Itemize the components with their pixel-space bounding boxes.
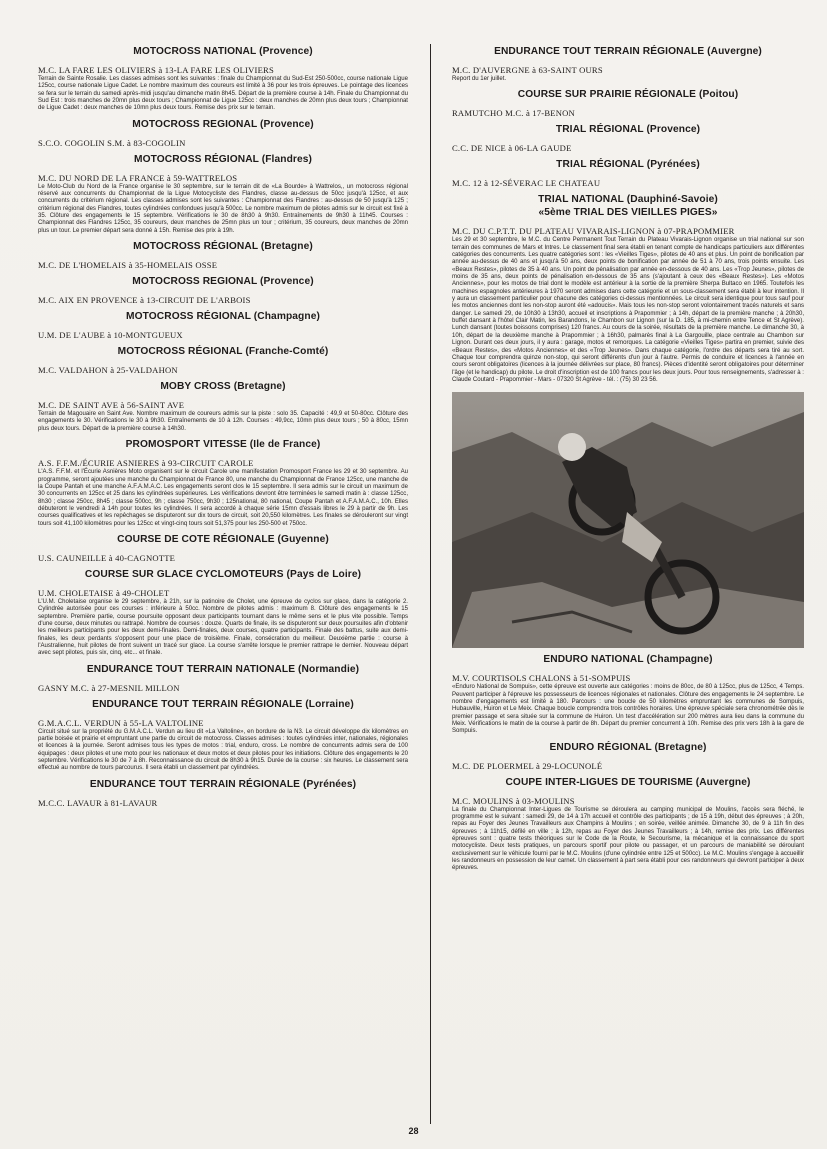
event-listing [452, 654, 804, 735]
event-listing [38, 699, 408, 773]
club-location: M.C. DU NORD DE LA FRANCE à 59-WATTRELOS [38, 172, 238, 183]
club-location: M.C. DE SAINT AVE à 56-SAINT AVE [38, 400, 185, 411]
column-divider [430, 44, 431, 1124]
event-description: Circuit situé sur la propriété du G.M.A.C.L. Verdun au lieu dit «La Valtoline», en bordure de la N3. Le circuit développe dix kilomètres en partie boisée et prairie et empruntant une partie du circuit de motocross. Classes admises : toutes cylindrées inter, nationales, régionales et licences à la journée. Seront admises tous les types de motos : trial, enduro, cross. Le nombre de concurrents admis sera de 100 équipages : deux pilotes et une moto pour les nationaux et deux motos et deux pilotes pour les initiations. Clôture des engagements le 20 septembre. Vérifications le 30 de 7 à 8h. Reconnaissance du circuit de 8h30 à 9h15. Durée de la course : six heures. Le classement sera effectué au nombre de tours parcourus. Il sera établi un classement par cylindrées. [38, 728, 408, 772]
event-heading: MOTOCROSS NATIONAL (Provence) [133, 46, 313, 57]
event-listing [452, 194, 804, 384]
event-listing [38, 569, 408, 658]
club-location: S.C.O. COGOLIN S.M. à 83-COGOLIN [38, 137, 186, 148]
event-heading: MOTOCROSS RÉGIONAL (Franche-Comté) [117, 346, 329, 358]
club-location: M.C. VALDAHON à 25-VALDAHON [38, 365, 178, 376]
event-description: Les 29 et 30 septembre, le M.C. du Centre Permanent Tout Terrain du Plateau Vivarais-Lignon organise un trial national sur son terrain des communes de Mars et Intres. Le classement final sera établi en tenant compte de handicaps particuliers aux différentes catégories des concurrents. Les quatre catégories sont : les «Vieilles Tiges», pilotes de 40 ans et plus. Un point de bonification par année au-dessus de 40 ans et jusqu'à 50 ans, deux points de bonification par année de 51 à 70 ans, trois points ensuite. Les «Beaux Restes», pilotes de 35 à 40 ans. Un point de pénalisation par année en-dessous de 40 ans. Les «Trop Jeunes», pilotes de moins de 35 ans, deux points de pénalisation en-dessous de 35 ans (s'ajoutant à ceux des «Beaux Restes»). Les «Motos Anciennes», pour les motos de trial dont le modèle est antérieur à la sortie de la première Sherpa Bultaco en 1965. Toutefois les machines espagnoles antérieures à 1970 seront admises dans cette catégorie et un sous-classement sera établi à leur intention. Il y aura un classement particulier pour chacune des catégories ci-dessus mentionnées. Le circuit sera identique pour tous sauf pour les motos anciennes dont les non-stop auront été «adoucis». Mais tous les non-stop seront volontairement tracés naturels et sans danger. Le samedi 29, de 10h30 à 13h30, accueil et inscriptions à Prapommier ; à 14h, départ de la première manche ; à 20h30, buffet dansant à l'hôtel Clair Matin, les Barandons, le Chambon sur Lignon (sur la D. 185, à mi-chemin entre Tence et St Agrève). Lunch dansant (toutes boissons comprises) 120 francs. Au cours de la soirée, résultats de la première manche. Le dimanche 30, à 10h, départ de la deuxième manche à Prapommier ; à 16h30, palmarès final à La Gargouille, place centrale au Chambon sur Lignon. Durant ces deux jours, il y aura : garage, motos et remorques. La catégorie «Vieilles Tiges» partira en premier, suivie des «Beaux Restes», des «Motos Anciennes» et des «Trop Jeunes». Dans chaque catégorie, l'ordre des départs sera tiré au sort. Chaque tour comprendra quinze non-stop, qui seront différents d'un jour à l'autre. Permis de conduire et licences à l'année en cours seront obligatoires (licences à la journée délivrées sur place, 80 francs). Pièces d'identité seront obligatoires pour déterminer l'âge (et le handicap) du pilote. Le droit d'inscription est de 100 francs pour les deux jours. Pour tous renseignements, s'adresser à : Claude Coutard - Prapommier - Mars - 07320 St Agrève - tél. : (75) 30 23 56. [452, 237, 804, 383]
event-listing [452, 777, 804, 873]
event-heading: COUPE INTER-LIGUES DE TOURISME (Auvergne) [505, 776, 751, 788]
left-column [38, 40, 408, 1121]
event-heading: MOBY CROSS (Bretagne) [160, 381, 286, 393]
club-location: M.C. DU C.P.T.T. DU PLATEAU VIVARAIS-LIGNON à 07-PRAPOMMIER [452, 226, 735, 237]
event-description: Terrain de Sainte Rosalie. Les classes admises sont les suivantes : finale du Championnat du Sud-Est 250-500cc, course nationale Ligue 125cc, course nationale Ligue Cadet. Le nombre maximum des coureurs est limité à 36 pour les trois épreuves. Le pointage des licences se fera sur le terrain du samedi après-midi jusqu'au dimanche matin 8h45. Départ de la première course à 14h. Finale du Championnat du Sud Est : trois manches de 20mn plus deux tours ; Championnat de Ligue 125cc : deux manches de 20mn plus deux tours ; Championnat de Ligue Cadet : deux manches de 10mn plus deux tours. Remise des prix sur le terrain. [38, 76, 408, 112]
event-listing [452, 89, 804, 118]
page-number: 28 [408, 1126, 419, 1136]
event-heading: MOTOCROSS RÉGIONAL (Flandres) [134, 153, 312, 165]
event-heading: MOTOCROSS REGIONAL (Provence) [132, 118, 314, 130]
club-location: U.M. DE L'AUBE à 10-MONTGUEUX [38, 330, 183, 341]
event-heading: MOTOCROSS RÉGIONAL (Bretagne) [133, 241, 313, 253]
event-heading: TRIAL NATIONAL (Dauphiné-Savoie) [538, 194, 718, 206]
event-listing [38, 241, 408, 270]
event-listing [38, 779, 408, 808]
club-location: M.V. COURTISOLS CHALONS à 51-SOMPUIS [452, 673, 631, 684]
club-location: M.C. LA FARE LES OLIVIERS à 13-LA FARE LES OLIVIERS [38, 65, 274, 75]
event-heading: TRIAL RÉGIONAL (Pyrénées) [556, 159, 700, 171]
event-listing [452, 159, 804, 188]
club-location: U.S. CAUNEILLE à 40-CAGNOTTE [38, 552, 176, 563]
event-description: «Enduro National de Sompuis», cette épreuve est ouverte aux catégories : moins de 80cc, de 80 à 125cc, plus de 125cc, 4 Temps. Peuvent participer à l'épreuve les possesseurs de licences régionales et nationales. Clôture des engagements le 24 septembre. Le nombre d'engagements est limité à 180. Parcours : une boucle de 50 kilomètres empruntant les communes de Sompuis, Hubauville, Huiron et Le Meix. Chaque boucle comprendra trois contrôles horaires. Une épreuve spéciale sera chronométrée dès le premier passage et sera située sur la commune de Huiron. Un test d'accélération sur 200 mètres aura lieu dans la commune du Meix. Vérifications le matin de la course à partir de 8h. Départ du premier concurrent à 10h. Remise des prix vers 18h à la gare de Sompuis. [452, 684, 804, 735]
event-listing [38, 311, 408, 340]
event-listing [38, 346, 408, 375]
event-listing [38, 276, 408, 305]
event-heading: COURSE DE COTE RÉGIONALE (Guyenne) [117, 533, 329, 545]
right-column [452, 40, 804, 1121]
club-location: M.C.C. LAVAUR à 81-LAVAUR [38, 797, 158, 808]
event-heading: TRIAL RÉGIONAL (Provence) [555, 124, 701, 136]
event-heading: ENDURANCE TOUT TERRAIN RÉGIONALE (Lorraine) [92, 698, 354, 710]
event-listing [452, 742, 804, 771]
event-description: Report du 1er juillet. [452, 76, 507, 82]
event-listing [38, 381, 408, 433]
right-column-bottom [452, 654, 804, 873]
club-location: M.C. D'AUVERGNE à 63-SAINT OURS [452, 65, 603, 75]
club-location: M.C. AIX EN PROVENCE à 13-CIRCUIT DE L'ARBOIS [38, 295, 251, 306]
event-description: La finale du Championnat Inter-Ligues de Tourisme se déroulera au camping municipal de Moulins, l'accès sera fléché, le programme est le suivant : samedi 29, de 14 à 17h accueil et contrôle des participants ; de 15 à 19h, début des épreuves ; à 20h, repas au Foyer des Jeunes Travailleurs aux Champins à Moulins ; en soirée, veillée animée. Dimanche 30, de 9 à 11h fin des épreuves ; à 11h15, défilé en ville ; à 12h, repas au Foyer des Jeunes Travailleurs ; à 14h, remise des prix. Les différentes épreuves sont : quatre tests théoriques sur le Code de la Route, le Secourisme, la mécanique et la connaissance du sport motocycliste. Deux tests pratiques, un parcours sportif pour pilote ou passager, et un parcours de maniabilité se déroulant exclusivement sur le véhicule fourni par le M.C. Moulins (d'une cylindrée entre 125 et 500cc). Le M.C. Moulins s'engage à accueillir les randonneurs en possession de leur carnet. Un classement à part sera établi pour ces randonneurs qui devront participer à deux épreuves. [452, 806, 804, 872]
event-listing [38, 154, 408, 235]
event-description: Le Moto-Club du Nord de la France organise le 30 septembre, sur le terrain dit de «La Bourde» à Wattrelos,, un motocross régional réservé aux concurrents du Championnat de la Ligue Motocycliste des Flandres, classe au-dessus de 50cc jusqu'à 125cc, et aux concurrents du critérium régional. Les classes admises sont les suivantes : Championnat des Flandres : au-dessus de 50 jusqu'à 125 ; critérium régional des Flandres, toutes cylindrées confondues jusqu'à 500cc. Le nombre maximum de pilotes admis sur le circuit est fixé à 35. Clôture des engagements le 15 septembre. Vérifications le 30 de 8h30 à 9h30. Entraînements de 9h30 à 11h45. Courses : Championnat des Flandres 125cc, 35 coureurs, deux manches de 25mn plus un tour ; critérium, 35 coureurs, deux manches de 20mn plus un tour. Le premier départ sera donné à 15h. Remise des prix à 19h. [38, 183, 408, 234]
event-heading: ENDURANCE TOUT TERRAIN RÉGIONALE (Pyrénées) [89, 778, 357, 790]
event-heading: ENDURANCE TOUT TERRAIN NATIONALE (Normandie) [86, 663, 360, 675]
event-description: L'U.M. Choletaise organise le 29 septembre, à 21h, sur la patinoire de Cholet, une épreuve de cyclos sur glace, dans la catégorie 2. Cylindrée autorisée pour ces courses : inférieure à 50cc. Nombre de pilotes admis : maximum 8. Clôture des engagements le 15 septembre. Première partie, course poursuite opposant deux participants tournant dans le même sens et le plus vite possible. Temps d'une course, deux minutes ou rattrapé. Nombre de courses : douze. Quarts de finale, ils se disputeront sur deux poursuites afin d'obtenir les meilleurs participants pour les deux demi-finales. Demi-finales, deux courses, quatre participants. Finale des battus, suite aux demi-finales, les deux perdants s'opposent pour une place de troisième. Finale, consécration du meilleur. Deuxième partie : course à l'Australienne, huit pilotes de front suivent un tracé sur glace. La course s'arrête lorsque le premier rattrape le dernier. Nouveau départ avec sept pilotes, puis six, cinq, etc... et finale. [38, 598, 408, 657]
event-heading: COURSE SUR GLACE CYCLOMOTEURS (Pays de Loire) [84, 568, 362, 580]
club-location: M.C. DE PLOERMEL à 29-LOCUNOLÉ [452, 760, 603, 771]
event-listing [452, 124, 804, 153]
event-heading: MOTOCROSS REGIONAL (Provence) [132, 276, 314, 288]
event-listing [452, 46, 804, 83]
event-description: L'A.S. F.F.M. et l'Écurie Asnières Moto organisent sur le circuit Carole une manifestation Promosport France les 29 et 30 septembre. Au programme, seront ajoutées une manche du Championnat de France 80, une manche du Championnat de France 125cc, une manche de la Coupe Pantah et une manche A.F.A.M.A.C. Les engagements seront clos le 15 septembre. Il sera admis sur le circuit un maximum de 30 concurrents en 125cc et 25 dans les cylindrées supérieures. Les vérifications devront être terminées le samedi matin à : classe 125cc, 8h30 ; classe 250cc, 8h45 ; classe 500cc, 9h ; classe 750cc, 9h30 ; 125national, 80 national, Coupe Pantah et A.F.A.M.A.C., 10h. Elles débuteront le vendredi à 14h pour toutes les cylindrées. Il sera accordé à chaque série 15mn d'essais libres le 29 à partir de 9h. Les courses qualificatives et les repêchages se disputeront sur dix tours de circuit, soit 20,550 kilomètres. Les finales se dérouleront sur vingt tours soit 41,100 kilomètres pour les 125cc et vingt-cinq tours soit 51,375 pour les 250-500 et 750cc. [38, 469, 408, 527]
club-location: G.M.A.C.L. VERDUN à 55-LA VALTOLINE [38, 717, 204, 728]
trial-rider-photo [452, 392, 804, 648]
event-subheading: «5ème TRIAL DES VIEILLES PIGES» [538, 207, 718, 219]
event-description: Terrain de Magouaire en Saint Ave. Nombre maximum de coureurs admis sur la piste : solo 35. Capacité : 49,9 et 50-80cc. Clôture des engagements le 30. Vérifications le 30 à 9h30. Entraînements de 10 à 12h. Courses : 49,9cc, 10mn plus deux tours ; 50 à 80cc, 15mn plus deux tours. Départ de la première course à 14h30. [38, 411, 408, 432]
club-location: GASNY M.C. à 27-MESNIL MILLON [38, 682, 180, 693]
club-location: A.S. F.F.M./ÉCURIE ASNIERES à 93-CIRCUIT CAROLE [38, 458, 254, 469]
club-location: RAMUTCHO M.C. à 17-BENON [452, 108, 575, 119]
club-location: M.C. DE L'HOMELAIS à 35-HOMELAIS OSSE [38, 260, 218, 271]
event-heading: COURSE SUR PRAIRIE RÉGIONALE (Poitou) [517, 89, 739, 101]
club-location: U.M. CHOLETAISE à 49-CHOLET [38, 587, 170, 598]
club-location: M.C. 12 à 12-SÉVERAC LE CHATEAU [452, 178, 601, 189]
right-column-top [452, 46, 804, 384]
event-heading: MOTOCROSS RÉGIONAL (Champagne) [126, 311, 320, 323]
club-location: M.C. MOULINS à 03-MOULINS [452, 795, 575, 806]
event-heading: ENDURO RÉGIONAL (Bretagne) [549, 741, 707, 753]
club-location: C.C. DE NICE à 06-LA GAUDE [452, 143, 572, 154]
event-heading: ENDURO NATIONAL (Champagne) [543, 654, 713, 666]
event-listing [38, 119, 408, 148]
event-heading: ENDURANCE TOUT TERRAIN RÉGIONALE (Auvergne) [494, 46, 762, 57]
event-listing [38, 46, 408, 113]
event-listing [38, 439, 408, 528]
event-listing [38, 664, 408, 693]
event-listing [38, 534, 408, 563]
event-heading: PROMOSPORT VITESSE (Ile de France) [125, 439, 321, 451]
